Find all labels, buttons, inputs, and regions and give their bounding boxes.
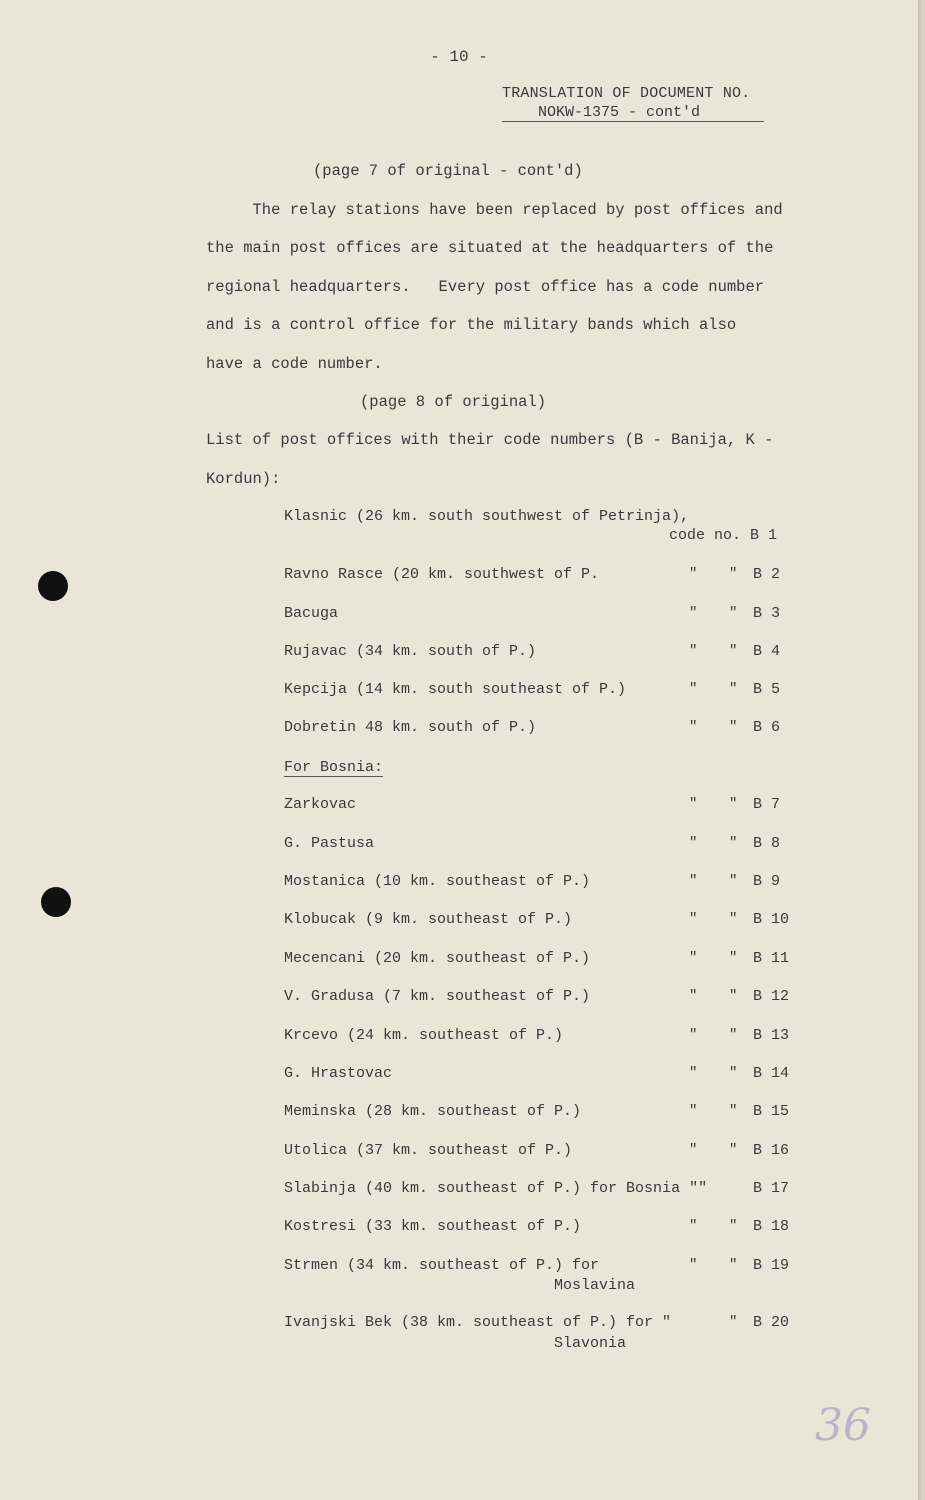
list-item bbox=[0, 508, 918, 548]
ditto-mark: " bbox=[729, 605, 738, 621]
ditto-mark: " bbox=[729, 796, 738, 812]
ditto-mark: " bbox=[689, 911, 698, 927]
place-name: Ravno Rasce (20 km. southwest of P. bbox=[284, 566, 600, 583]
ditto-mark: " bbox=[689, 719, 698, 735]
place-name: Rujavac (34 km. south of P.) bbox=[284, 643, 537, 660]
list-item bbox=[0, 643, 918, 683]
paragraph-line: The relay stations have been replaced by post offices and bbox=[206, 201, 783, 219]
ditto-mark: " bbox=[689, 566, 698, 582]
ditto-mark: " bbox=[689, 1142, 698, 1158]
region-name: Slavonia bbox=[554, 1335, 627, 1352]
ditto-mark: " bbox=[729, 643, 738, 659]
code-number: B 10 bbox=[753, 911, 790, 928]
place-name: Dobretin 48 km. south of P.) bbox=[284, 719, 537, 736]
list-item bbox=[0, 1218, 918, 1258]
place-name: Slabinja (40 km. southeast of P.) for Bosnia "" bbox=[284, 1180, 708, 1197]
ditto-mark: " bbox=[689, 835, 698, 851]
paragraph-line: the main post offices are situated at the headquarters of the bbox=[206, 239, 774, 257]
ditto-mark: " bbox=[729, 681, 738, 697]
ditto-mark: " bbox=[689, 873, 698, 889]
ditto-mark: " bbox=[689, 681, 698, 697]
paragraph-line: regional headquarters. Every post office has a code number bbox=[206, 278, 765, 296]
place-name: Kepcija (14 km. south southeast of P.) bbox=[284, 681, 627, 698]
ditto-mark: " bbox=[729, 566, 738, 582]
ditto-mark: " bbox=[729, 719, 738, 735]
place-name: Ivanjski Bek (38 km. southeast of P.) for " bbox=[284, 1314, 672, 1331]
document-number: NOKW-1375 - cont'd bbox=[538, 104, 701, 121]
place-name: G. Hrastovac bbox=[284, 1065, 393, 1082]
ditto-mark: " bbox=[729, 1065, 738, 1081]
code-number: B 19 bbox=[753, 1257, 790, 1274]
ditto-mark: " bbox=[729, 1257, 738, 1273]
list-item bbox=[0, 1065, 918, 1105]
ditto-mark: " bbox=[729, 873, 738, 889]
code-number: B 20 bbox=[753, 1314, 790, 1331]
ditto-mark: " bbox=[689, 1065, 698, 1081]
ditto-mark: " bbox=[729, 1027, 738, 1043]
subheading-text: For Bosnia: bbox=[284, 759, 384, 776]
code-number: B 5 bbox=[753, 681, 781, 698]
ditto-mark: " bbox=[729, 950, 738, 966]
list-item bbox=[0, 873, 918, 913]
header-underline bbox=[502, 121, 764, 122]
list-item bbox=[0, 911, 918, 951]
ditto-mark: " bbox=[689, 1103, 698, 1119]
translation-title: TRANSLATION OF DOCUMENT NO. bbox=[502, 85, 751, 102]
ditto-mark: " bbox=[689, 643, 698, 659]
list-item bbox=[0, 1180, 918, 1220]
list-item bbox=[0, 988, 918, 1028]
list-item bbox=[0, 1314, 918, 1354]
code-number: B 16 bbox=[753, 1142, 790, 1159]
ditto-mark: " bbox=[729, 911, 738, 927]
paragraph-line: have a code number. bbox=[206, 355, 383, 373]
code-number: B 7 bbox=[753, 796, 781, 813]
ditto-mark: " bbox=[729, 1218, 738, 1234]
page-reference: (page 8 of original) bbox=[360, 393, 547, 411]
place-name: Krcevo (24 km. southeast of P.) bbox=[284, 1027, 564, 1044]
ditto-mark: " bbox=[689, 796, 698, 812]
code-number: code no. B 1 bbox=[669, 527, 778, 544]
place-name: Mostanica (10 km. southeast of P.) bbox=[284, 873, 591, 890]
list-item bbox=[0, 1142, 918, 1182]
list-item bbox=[0, 719, 918, 759]
place-name: Meminska (28 km. southeast of P.) bbox=[284, 1103, 582, 1120]
place-name: Klasnic (26 km. south southwest of Petrinja), bbox=[284, 508, 690, 525]
code-number: B 17 bbox=[753, 1180, 790, 1197]
ditto-mark: " bbox=[729, 988, 738, 1004]
ditto-mark: " bbox=[689, 1218, 698, 1234]
list-intro-line: List of post offices with their code numbers (B - Banija, K - bbox=[206, 431, 774, 449]
region-name: Moslavina bbox=[554, 1277, 636, 1294]
place-name: Strmen (34 km. southeast of P.) for bbox=[284, 1257, 600, 1274]
list-item bbox=[0, 1027, 918, 1067]
ditto-mark: " bbox=[729, 1142, 738, 1158]
place-name: Mecencani (20 km. southeast of P.) bbox=[284, 950, 591, 967]
ditto-mark: " bbox=[689, 605, 698, 621]
list-item bbox=[0, 681, 918, 721]
ditto-mark: " bbox=[689, 950, 698, 966]
place-name: Klobucak (9 km. southeast of P.) bbox=[284, 911, 573, 928]
ditto-mark: " bbox=[689, 1257, 698, 1273]
code-number: B 11 bbox=[753, 950, 790, 967]
subheading bbox=[284, 759, 383, 776]
place-name: Zarkovac bbox=[284, 796, 357, 813]
place-name: V. Gradusa (7 km. southeast of P.) bbox=[284, 988, 591, 1005]
ditto-mark: " bbox=[729, 1314, 738, 1330]
page-reference: (page 7 of original - cont'd) bbox=[313, 162, 583, 180]
list-item bbox=[0, 1103, 918, 1143]
ditto-mark: " bbox=[689, 1027, 698, 1043]
code-number: B 3 bbox=[753, 605, 781, 622]
code-number: B 13 bbox=[753, 1027, 790, 1044]
place-name: Kostresi (33 km. southeast of P.) bbox=[284, 1218, 582, 1235]
place-name: Utolica (37 km. southeast of P.) bbox=[284, 1142, 573, 1159]
code-number: B 18 bbox=[753, 1218, 790, 1235]
paragraph-line: and is a control office for the military bands which also bbox=[206, 316, 737, 334]
place-name: Bacuga bbox=[284, 605, 339, 622]
list-item bbox=[0, 566, 918, 606]
code-number: B 14 bbox=[753, 1065, 790, 1082]
code-number: B 2 bbox=[753, 566, 781, 583]
code-number: B 6 bbox=[753, 719, 781, 736]
ditto-mark: " bbox=[689, 988, 698, 1004]
list-item bbox=[0, 605, 918, 645]
place-name: G. Pastusa bbox=[284, 835, 375, 852]
list-item bbox=[0, 835, 918, 875]
handwritten-folio-number: 36 bbox=[815, 1400, 871, 1451]
list-item bbox=[0, 950, 918, 990]
code-number: B 4 bbox=[753, 643, 781, 660]
list-item bbox=[0, 796, 918, 836]
code-number: B 12 bbox=[753, 988, 790, 1005]
ditto-mark: " bbox=[729, 1103, 738, 1119]
list-intro-line: Kordun): bbox=[206, 470, 281, 488]
page-number: - 10 - bbox=[430, 48, 488, 66]
code-number: B 8 bbox=[753, 835, 781, 852]
list-item bbox=[0, 1257, 918, 1297]
code-number: B 15 bbox=[753, 1103, 790, 1120]
code-number: B 9 bbox=[753, 873, 781, 890]
ditto-mark: " bbox=[729, 835, 738, 851]
